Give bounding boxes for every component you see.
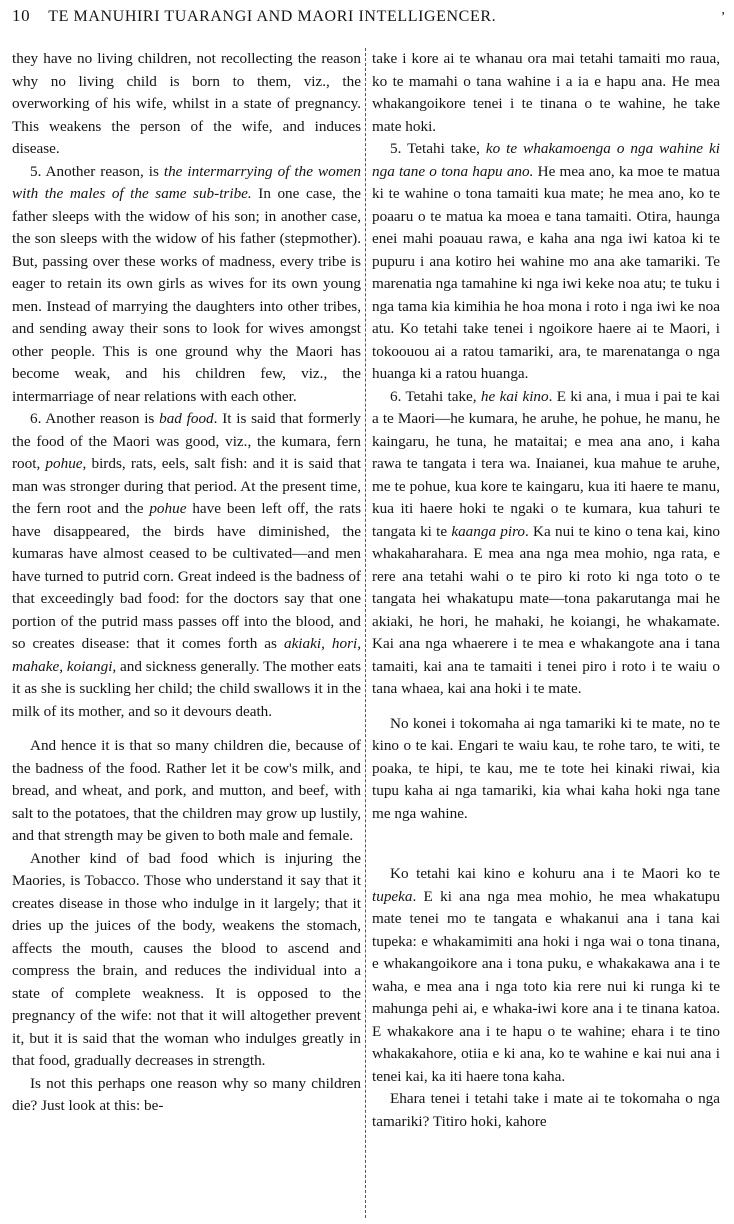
maori-paragraph-continuation: take i kore ai te whanau ora mai tetahi tamaiti mo raua, ko te mamahi o tana wahine i a ia e hapu ana. He mea whakangoikore tenei i te tinana o te wahine, he take mate hoki. <box>372 50 720 135</box>
english-paragraph-6: 6. Another reason is bad food. It is said that formerly the food of the Maori was good, viz., the kumara, fern root, pohue, birds, rats, eels, salt fish: and it is said that man was stronger during that period. At the present time, the fern root and the pohue have been left off, the rats have disappeared, the birds have diminished, the kumaras have almost ceased to be cultivated—and men have turned to putrid corn. Great indeed is the badness of that exceedingly bad food: for the doctors say that one portion of the putrid mass passes off into the blood, and so creates disease: that it comes forth as akiaki, hori, mahake, koiangi, and sickness generally. The mother eats it as she is suckling her child; the child swallows it in the milk of its mother, and so it devours death. <box>12 410 361 720</box>
page-header <box>12 6 726 36</box>
running-title: TE MANUHIRI TUARANGI AND MAORI INTELLIGENCER. <box>48 8 497 25</box>
column-divider <box>365 48 366 1218</box>
maori-column <box>372 48 720 1218</box>
english-paragraph-closing: Is not this perhaps one reason why so many children die? Just look at this: be- <box>12 1074 361 1114</box>
maori-paragraph-closing: Ehara tenei i tetahi take i mate ai te tokomaha o nga tamariki? Titiro hoki, kahore <box>372 1090 720 1130</box>
maori-paragraph-6: 6. Tetahi take, he kai kino. E ki ana, i mua i pai te kai a te Maori—he kumara, he aruhe, he pohue, he manu, he kaingaru, he tuna, he mataitai; e mea ana ano, i kaha rawa te tangata i tera wa. Inaianei, kua mahue te aruhe, me te pohue, kua kore te kaingaru, kua iti haere te manu, kua iti haere hoki te ngaki o te kumara, kua tahuri te tangata ki te kaanga piro. Ka nui te kino o tena kai, kino whakaharahara. E mea ana nga mea mohio, nga rata, e rere ana tetahi wahi o te piro ki roto ki nga toto o te tangata hei whakatupu mate—tona pakarutanga mai he akiaki, he hori, he mahaki, he koiangi, he whakamate. Kai ana nga whaerere i te mea e whakangote ana i tana tamaiti, kai ana te tamaiti i tenei piro i roto i te waiu o tana whaea, kai ana hoki i te mate. <box>372 387 720 697</box>
maori-paragraph-food: No konei i tokomaha ai nga tamariki ki te mate, no te kino o te kai. Engari te waiu kau, te rohe taro, te witi, te poaka, te hipi, te kau, me te tote hei kinaki riwai, kia tupu kaha ai nga tamariki, kia whai kaha hoki nga tane me nga wahine. <box>372 714 720 822</box>
english-column <box>12 48 361 1218</box>
maori-paragraph-tobacco: Ko tetahi kai kino e kohuru ana i te Maori ko te tupeka. E ki ana nga mea mohio, he mea whakatupu mate tenei mo te tangata e whakanui ana i tana kai tupeka: e whakamimiti ana hoki i nga wai o tona tinana, e whakangoikore ana i tona puku, e whakakawa ana i te waha, e mea ana i nga toto kia rere nui ki runga ki te mahunga pehi ai, e whaka-iwi kore ana i te tinana katoa. E whakakore ana i te hapu o te wahine; ehara i te tino whakakahore, otiia e ki ana, ko te wahine e kai nui ana i tenei kai, ka iti haere tona kaha. <box>372 865 720 1085</box>
english-paragraph-continuation: they have no living children, not recollecting the reason why no living child is born to them, viz., the overworking of his wife, whilst in a state of pregnancy. This weakens the person of the wife, and induces disease. <box>12 50 361 157</box>
page-number: 10 <box>12 6 31 25</box>
corner-mark: ’ <box>720 10 726 25</box>
english-paragraph-tobacco: Another kind of bad food which is injuring the Maories, is Tobacco. Those who understand it say that it creates disease in those who indulge in it largely; that it dries up the juices of the body, weakens the stomach, affects the mouth, causes the blood to ascend and compress the brain, and reduces the individual into a state of complete weakness. It is opposed to the pregnancy of the wife: not that it will altogether prevent it, but it is said that the woman who indulges greatly in that food, gradually decreases in strength. <box>12 849 361 1069</box>
english-paragraph-5: 5. Another reason, is the intermarrying of the women with the males of the same sub-tribe. In one case, the father sleeps with the widow of his son; in another case, the son sleeps with the widow of his father (stepmother). But, passing over these works of madness, every tribe is eager to retain its own girls as wives for its own young men. Instead of marrying the daughters into other tribes, and sending away their sons to look for wives amongst other people. This is one ground why the Maori has become weak, and his children few, viz., the intermarriage of near relations with each other. <box>12 162 361 405</box>
maori-paragraph-5: 5. Tetahi take, ko te whakamoenga o nga wahine ki nga tane o tona hapu ano. He mea ano, ka moe te matua ki te wahine o tona tamaiti kua mate; he mea ano, ko te poaaru o te matua ka moea e tana tamaiti. Otira, haunga enei mahi poauau rawa, e kaha ana nga iwi katoa ki te pupuru i ana kotiro hei wahine mo ana ake tamariki. Te marenatia nga tamahine ki nga iwi keke noa atu; te tuku i nga tama kia kimihia he hoa mona i roto i nga iwi ke noa atu. Ko tetahi take tenei i ngoikore haere ai te Maori, i tokoouou ai a ratou tamariki, ara, te marenatanga o nga huanga ki a ratou huanga. <box>372 140 720 382</box>
english-paragraph-food: And hence it is that so many children die, because of the badness of the food. Rather let it be cow's milk, and bread, and wheat, and pork, and mutton, and beef, with salt to the potatoes, that the children may grow up lustily, and that strength may be given to both male and female. <box>12 737 361 844</box>
